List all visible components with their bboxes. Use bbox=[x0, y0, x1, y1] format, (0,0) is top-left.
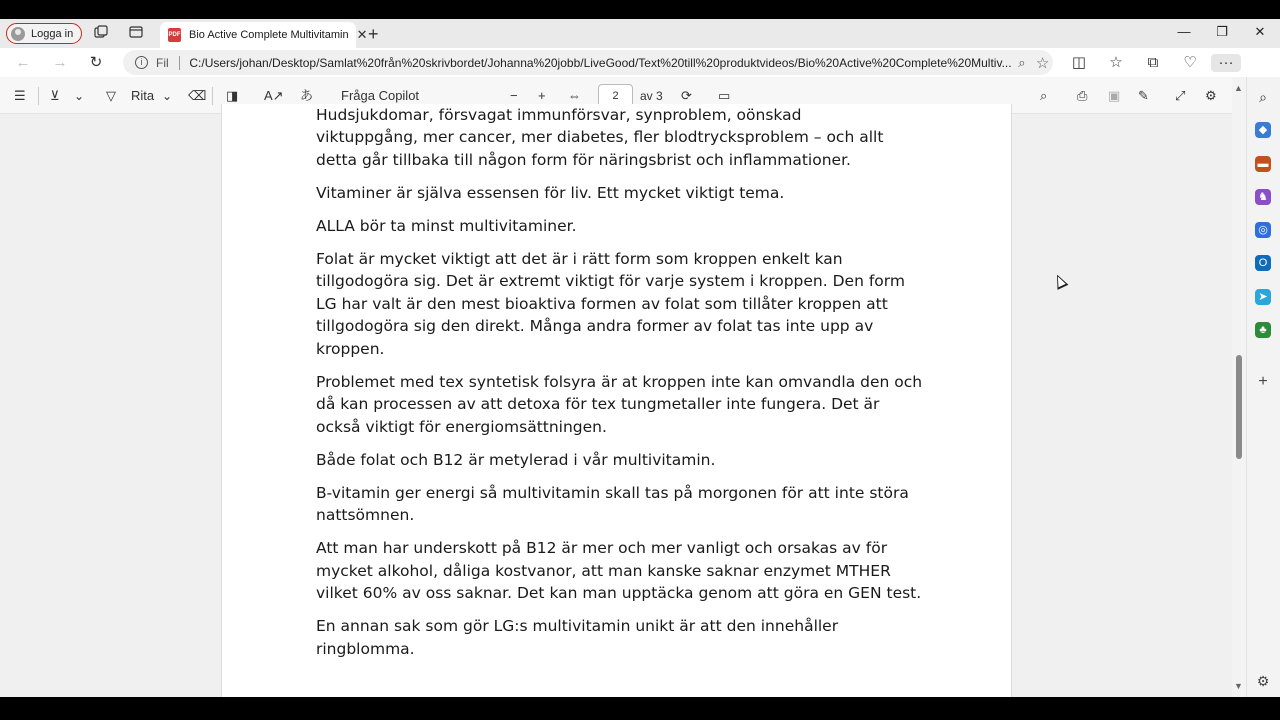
settings-icon[interactable]: ⚙ bbox=[1256, 673, 1270, 689]
partial-line: Hudsjukdomar, försvagat immunförsvar, synproblem, oönskad bbox=[316, 106, 802, 124]
tab-active[interactable] bbox=[160, 22, 368, 48]
zoom-icon[interactable]: ⌕ bbox=[1018, 54, 1026, 70]
search-icon[interactable]: ⌕ bbox=[1259, 89, 1267, 105]
add-icon[interactable]: + bbox=[1258, 373, 1268, 390]
search-icon[interactable]: ⌕ bbox=[1040, 88, 1048, 103]
shopping-icon[interactable]: ◆ bbox=[1255, 122, 1271, 138]
zoom-out-icon[interactable]: − bbox=[510, 88, 518, 103]
refresh-icon[interactable]: ↻ bbox=[89, 54, 103, 71]
back-icon[interactable]: ← bbox=[15, 54, 31, 71]
screen-top-border bbox=[0, 0, 1280, 19]
fullscreen-icon[interactable]: ⤢ bbox=[1175, 88, 1186, 103]
scroll-down-icon[interactable]: ▼ bbox=[1234, 681, 1243, 691]
paragraph: Problemet med tex syntetisk folsyra är at kroppen inte kan omvandla den och då kan processen av att detoxa för tex tungmetaller inte fungera. Det är också viktigt för energiomsättningen. bbox=[316, 372, 923, 436]
scroll-thumb[interactable] bbox=[1236, 355, 1242, 459]
read-aloud-icon[interactable]: A↗ bbox=[264, 88, 284, 103]
info-icon[interactable]: i bbox=[135, 56, 148, 69]
favorite-star-icon[interactable]: ☆ bbox=[1035, 54, 1050, 72]
translate-icon[interactable]: あ bbox=[300, 88, 314, 103]
url-text[interactable]: C:/Users/johan/Desktop/Samlat%20från%20skrivbordet/Johanna%20jobb/LiveGood/Text%20till%20produktvideos/Bio%20Active%20Complete%20Multiv... bbox=[189, 55, 1012, 70]
contents-icon[interactable]: ☰ bbox=[14, 88, 26, 103]
tree-icon[interactable]: ♣ bbox=[1255, 322, 1271, 338]
collections-icon[interactable]: ⧉ bbox=[1147, 54, 1159, 71]
games-icon[interactable]: ♞ bbox=[1255, 189, 1271, 205]
page-view-icon[interactable]: ▭ bbox=[718, 88, 731, 103]
paragraph: Både folat och B12 är metylerad i vår multivitamin. bbox=[316, 450, 716, 469]
drop-icon[interactable]: ➤ bbox=[1255, 289, 1271, 305]
zoom-in-icon[interactable]: + bbox=[538, 88, 546, 103]
address-prefix: Fil bbox=[156, 55, 169, 70]
tab-title: Bio Active Complete Multivitamin bbox=[189, 29, 349, 41]
favorites-icon[interactable]: ☆ bbox=[1109, 54, 1123, 71]
paragraph: ALLA bör ta minst multivitaminer. bbox=[316, 216, 577, 235]
profile-label: Logga in bbox=[31, 27, 74, 40]
address-bar[interactable] bbox=[123, 50, 1053, 75]
paragraph: Att man har underskott på B12 är mer och mer vanligt och orsakas av för mycket alkohol, dåliga kostvanor, att man kanske saknar enzymet MTHER vilket 60% av oss saknar. Det kan man upptäcka genom att göra en GEN test. bbox=[316, 539, 922, 602]
ask-copilot-button[interactable]: Fråga Copilot bbox=[341, 88, 420, 103]
mouse-cursor bbox=[1052, 272, 1069, 290]
avatar bbox=[11, 27, 25, 41]
browser-essentials-icon[interactable]: ♡ bbox=[1183, 54, 1197, 71]
forward-icon[interactable]: → bbox=[52, 54, 68, 71]
restore-icon[interactable]: ❐ bbox=[1216, 24, 1228, 39]
more-menu-icon[interactable]: ··· bbox=[1211, 54, 1241, 72]
save-icon[interactable]: ▣ bbox=[1108, 88, 1121, 103]
rotate-icon[interactable]: ⟳ bbox=[681, 88, 692, 103]
settings-icon[interactable]: ⚙ bbox=[1205, 88, 1217, 103]
tools-icon[interactable]: ▬ bbox=[1255, 156, 1271, 172]
highlight-icon[interactable]: ⊻ bbox=[50, 88, 60, 103]
page-total: av 3 bbox=[640, 89, 663, 103]
paragraph: Folat är mycket viktigt att det är i rätt form som kroppen enkelt kan tillgodogöra sig. Det är extremt viktigt för varje system i kroppen. Den form LG har valt är den mest bioaktiva formen av folat som tillåter kroppen att tillgodogöra sig den direkt. Många andra former av folat tas inte upp av kroppen. bbox=[316, 249, 905, 358]
paragraph: En annan sak som gör LG:s multivitamin unikt är att den innehåller ringblomma. bbox=[316, 617, 839, 658]
minimize-icon[interactable]: — bbox=[1177, 24, 1191, 39]
fit-width-icon[interactable]: ⇔ bbox=[568, 88, 581, 103]
highlight-dropdown-icon[interactable]: ⌄ bbox=[74, 89, 85, 103]
address-row bbox=[0, 48, 1280, 77]
close-window-icon[interactable]: ✕ bbox=[1254, 24, 1266, 39]
draw-icon[interactable]: ▽ bbox=[106, 88, 116, 103]
paragraph: viktuppgång, mer cancer, mer diabetes, fler blodtrycksproblem – och allt detta går tillbaka till någon form för näringsbrist och inflammationer. bbox=[316, 128, 884, 169]
new-tab-button[interactable]: + bbox=[368, 24, 379, 44]
close-tab-icon[interactable]: ✕ bbox=[356, 27, 368, 42]
paragraph: Vitaminer är själva essensen för liv. Ett mycket viktigt tema. bbox=[316, 183, 785, 202]
tab-strip bbox=[0, 19, 1280, 48]
office-icon[interactable]: ◎ bbox=[1255, 222, 1271, 238]
address-divider bbox=[179, 56, 180, 70]
scroll-up-icon[interactable]: ▲ bbox=[1234, 83, 1243, 93]
draw-dropdown-icon[interactable]: ⌄ bbox=[162, 89, 173, 103]
page-number-input[interactable]: 2 bbox=[598, 84, 633, 108]
toolbar-divider bbox=[212, 87, 213, 105]
vertical-tabs-icon[interactable] bbox=[128, 25, 144, 41]
eraser-icon[interactable]: ⌫ bbox=[188, 88, 207, 103]
profile-button[interactable] bbox=[6, 23, 82, 44]
edge-sidebar bbox=[1246, 77, 1280, 697]
paragraph: B-vitamin ger energi så multivitamin skall tas på morgonen för att inte störa nattsömnen. bbox=[316, 483, 909, 524]
view-toggle-icon[interactable]: ◨ bbox=[226, 88, 239, 103]
tab-actions-icon[interactable] bbox=[93, 25, 109, 41]
document-text bbox=[316, 104, 926, 671]
pdf-page bbox=[221, 104, 1012, 714]
split-screen-icon[interactable]: ◫ bbox=[1071, 54, 1087, 71]
screen-bottom-border bbox=[0, 697, 1280, 720]
draw-label[interactable]: Rita bbox=[131, 88, 155, 103]
outlook-icon[interactable]: O bbox=[1255, 255, 1271, 271]
print-icon[interactable]: ⎙ bbox=[1077, 88, 1088, 103]
pdf-file-icon: PDF bbox=[168, 28, 181, 42]
pdf-viewer bbox=[0, 106, 1232, 697]
scrollbar[interactable] bbox=[1232, 77, 1246, 697]
toolbar-divider bbox=[38, 87, 39, 105]
save-as-icon[interactable]: ✎ bbox=[1138, 88, 1149, 103]
